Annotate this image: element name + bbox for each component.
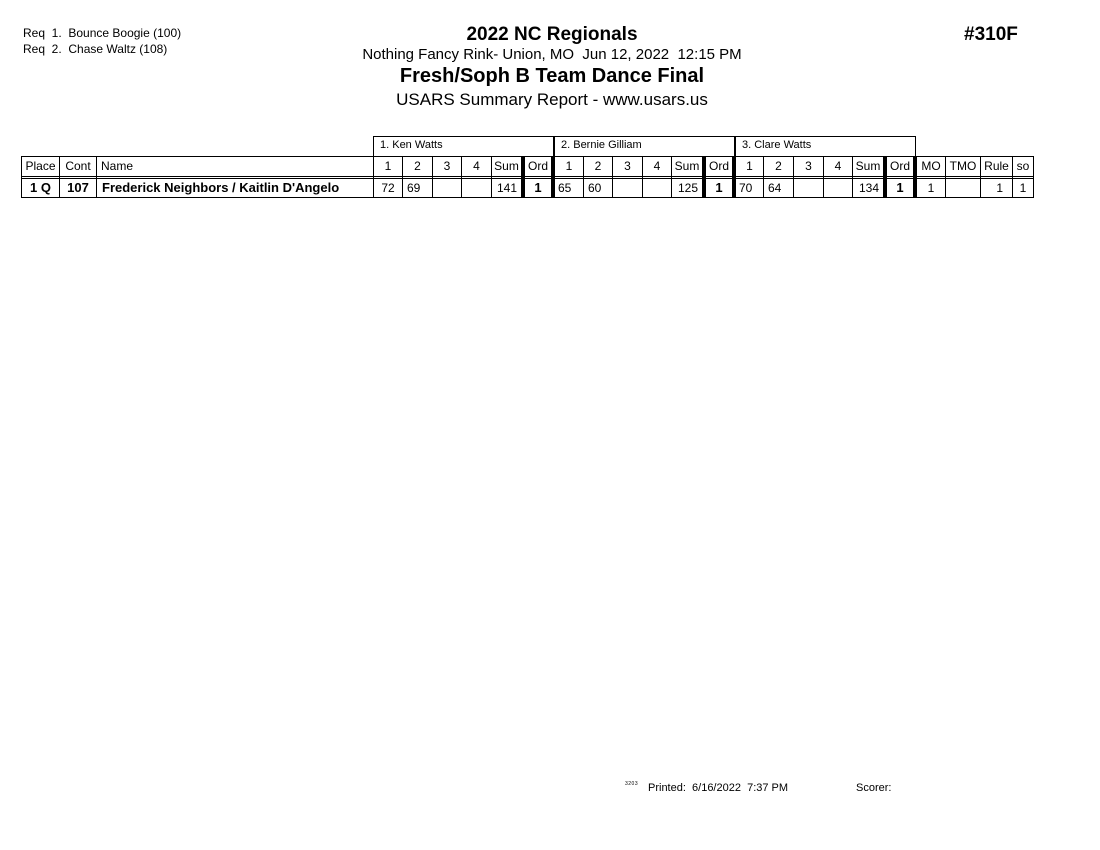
col-header-j1-3: 3 <box>443 159 451 173</box>
row-j1-ord: 1 <box>534 180 542 195</box>
row-j3-score-1: 70 <box>739 181 753 195</box>
row-j3-score-3 <box>794 179 823 198</box>
col-header-j2-2: 2 <box>594 159 602 173</box>
col-header-j2-4: 4 <box>653 159 661 173</box>
col-header-j3-sum: Sum <box>855 159 881 173</box>
row-cont: 107 <box>67 180 89 195</box>
col-header-j2-sum: Sum <box>674 159 700 173</box>
col-header-j1-2: 2 <box>414 159 421 173</box>
row-tmo <box>946 179 980 198</box>
row-name: Frederick Neighbors / Kaitlin D'Angelo <box>102 180 340 195</box>
col-header-j1-4: 4 <box>473 159 480 173</box>
version-code: 3203 <box>625 781 639 787</box>
judge-header-2: 2. Bernie Gilliam <box>554 136 735 157</box>
row-j1-score-2: 69 <box>407 181 421 195</box>
row-j1-sum: 141 <box>496 181 517 195</box>
row-j2-score-4 <box>643 179 671 198</box>
event-title: 2022 NC Regionals <box>466 24 638 45</box>
requested-dance-label: Req 1. <box>23 26 62 40</box>
col-header-mo: MO <box>921 159 941 173</box>
col-header-j3-4: 4 <box>834 159 842 173</box>
report-title: USARS Summary Report - www.usars.us <box>396 90 708 109</box>
row-j1-score-4 <box>462 179 491 198</box>
col-header-j3-1: 1 <box>746 159 753 173</box>
results-table <box>0 0 1100 210</box>
row-j3-score-4 <box>824 179 852 198</box>
row-j2-sum: 125 <box>677 181 698 195</box>
requested-dance-label: Req 2. <box>23 42 62 56</box>
scorer-label: Scorer: <box>856 782 892 794</box>
row-j2-score-1: 65 <box>558 181 572 195</box>
row-so: 1 <box>1019 181 1027 195</box>
row-j2-score-3 <box>613 179 642 198</box>
competition-title: Fresh/Soph B Team Dance Final <box>399 65 705 87</box>
col-header-rule: Rule <box>984 159 1009 173</box>
col-header-place: Place <box>25 159 56 173</box>
row-j3-sum: 134 <box>858 181 879 195</box>
row-rule: 1 <box>996 181 1003 195</box>
col-header-j2-3: 3 <box>624 159 631 173</box>
event-subtitle: Nothing Fancy Rink- Union, MO Jun 12, 2022 12:15 PM <box>362 46 742 63</box>
col-header-name: Name <box>101 159 134 173</box>
row-j3-ord: 1 <box>896 180 904 195</box>
row-j2-ord: 1 <box>715 180 723 195</box>
row-j2-score-2: 60 <box>588 181 602 195</box>
col-header-j3-3: 3 <box>805 159 812 173</box>
col-header-j1-ord: Ord <box>527 159 548 173</box>
requested-dance-value: Bounce Boogie (100) <box>68 26 182 40</box>
col-header-tmo: TMO <box>949 159 977 173</box>
judge-header-3: 3. Clare Watts <box>735 136 916 157</box>
printed-timestamp: Printed: 6/16/2022 7:37 PM <box>648 782 789 794</box>
row-mo: 1 <box>927 181 935 195</box>
col-header-j3-ord: Ord <box>889 159 910 173</box>
row-j1-score-3 <box>433 179 461 198</box>
row-place: 1 Q <box>30 180 51 195</box>
col-header-j1-1: 1 <box>384 159 392 173</box>
event-number: #310F <box>964 24 1018 45</box>
row-j3-score-2: 64 <box>768 181 782 195</box>
col-header-j3-2: 2 <box>775 159 782 173</box>
judge-header-1: 1. Ken Watts <box>373 136 554 157</box>
col-header-so: so <box>1016 159 1030 173</box>
col-header-j1-sum: Sum <box>494 159 519 173</box>
col-header-j2-1: 1 <box>565 159 573 173</box>
col-header-j2-ord: Ord <box>708 159 729 173</box>
col-header-cont: Cont <box>65 159 91 173</box>
row-j1-score-1: 72 <box>381 181 395 195</box>
requested-dance-value: Chase Waltz (108) <box>68 42 168 56</box>
